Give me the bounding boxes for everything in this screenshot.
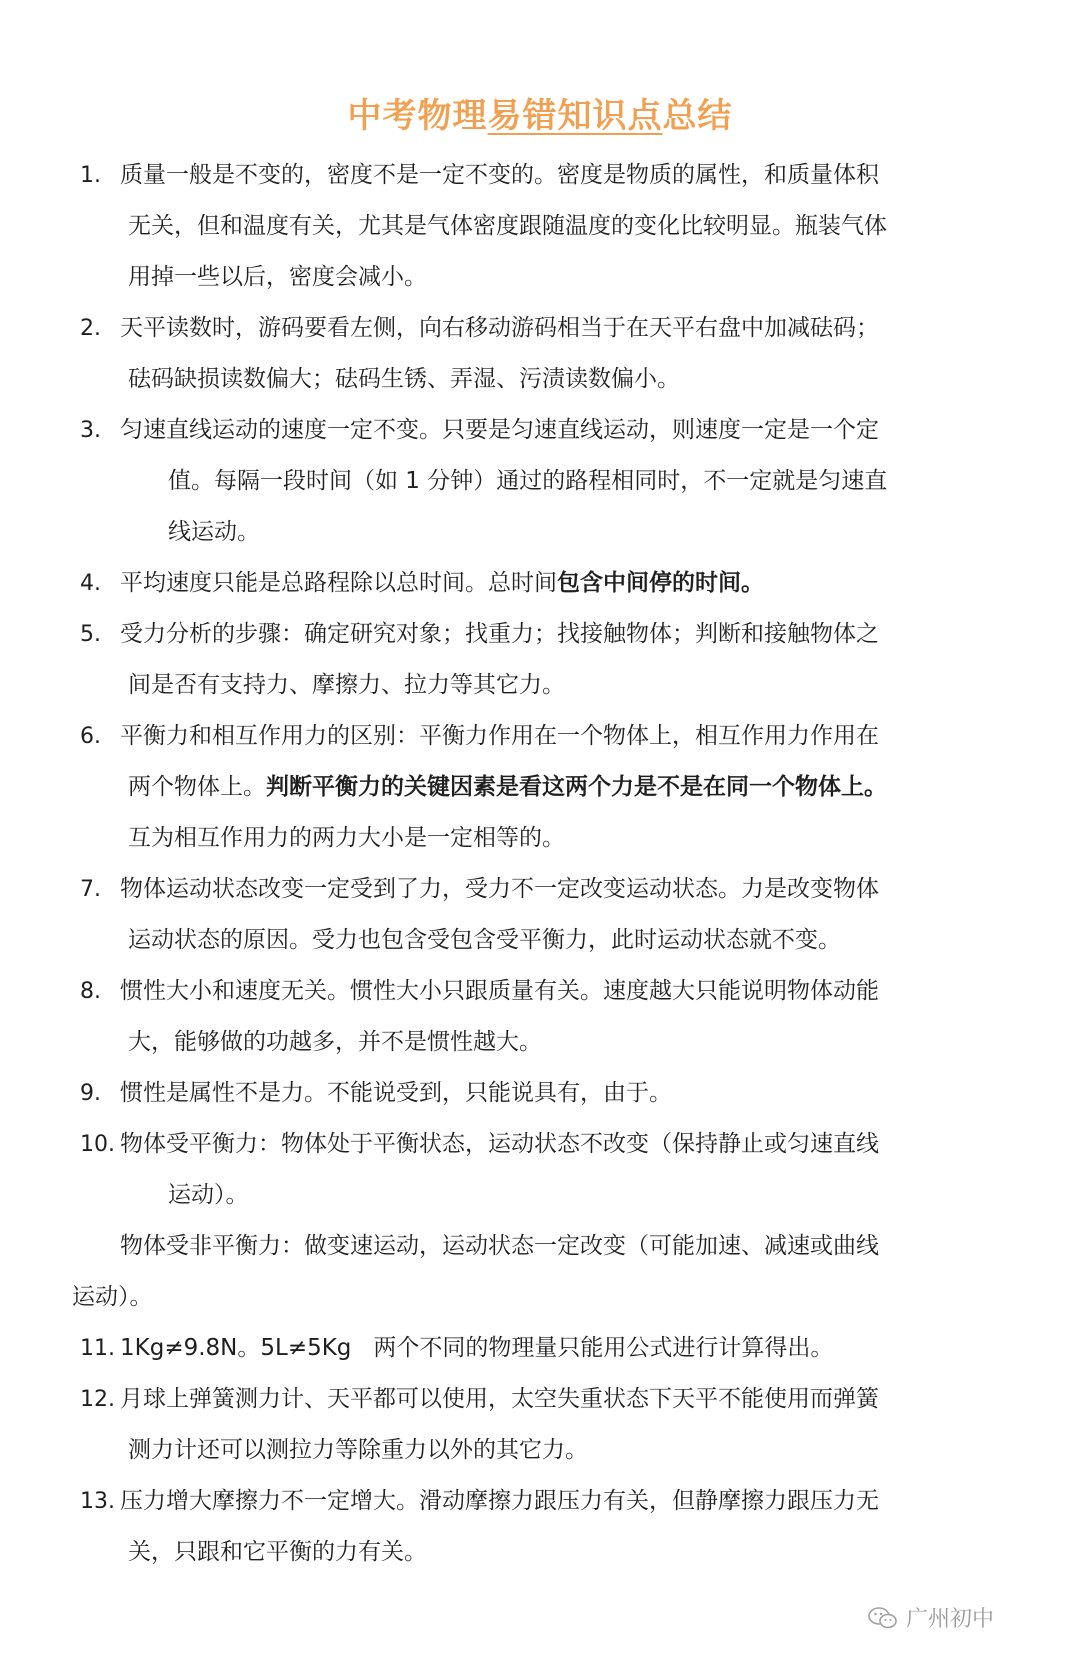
list-item-10-sub [72, 1221, 1002, 1323]
item-text: 物体受非平衡力：做变速运动，运动状态一定改变（可能加速、减速或曲线 [120, 1233, 879, 1259]
list-item-11 [72, 1323, 1002, 1374]
list-item-3 [72, 405, 1002, 558]
item-text: 匀速直线运动的速度一定不变。只要是匀速直线运动，则速度一定是一个定 [120, 417, 879, 443]
page-title [0, 88, 1080, 137]
item-text-bold: 包含中间停的时间。 [557, 570, 764, 596]
item-number: 8. [80, 979, 101, 1004]
item-text: 用掉一些以后，密度会减小。 [128, 264, 427, 290]
list-item-9 [72, 1068, 1002, 1119]
item-text: 月球上弹簧测力计、天平都可以使用，太空失重状态下天平不能使用而弹簧 [120, 1386, 879, 1412]
item-text: 大，能够做的功越多，并不是惯性越大。 [128, 1029, 542, 1055]
list-item-6 [72, 711, 1002, 864]
watermark-text: 广州初中 [905, 1607, 994, 1632]
title-part-2: 易错知识点 [487, 96, 663, 136]
item-text: 运动状态的原因。受力也包含受包含受平衡力，此时运动状态就不变。 [128, 927, 841, 953]
item-number: 12. [80, 1387, 115, 1412]
list-item-5 [72, 609, 1002, 711]
item-text: 平衡力和相互作用力的区别：平衡力作用在一个物体上，相互作用力作用在 [120, 723, 879, 749]
item-number: 11. [80, 1336, 115, 1361]
item-number: 5. [80, 622, 101, 647]
item-text: 砝码缺损读数偏大；砝码生锈、弄湿、污渍读数偏小。 [128, 366, 680, 392]
item-number: 4. [80, 571, 101, 596]
item-text: 1Kg≠9.8N。5L≠5Kg 两个不同的物理量只能用公式进行计算得出。 [120, 1335, 834, 1361]
item-text: 关，只跟和它平衡的力有关。 [128, 1539, 427, 1565]
item-text: 平均速度只能是总路程除以总时间。总时间 [120, 570, 557, 596]
knowledge-list [72, 150, 1002, 1578]
item-text: 惯性大小和速度无关。惯性大小只跟质量有关。速度越大只能说明物体动能 [120, 978, 879, 1004]
list-item-1 [72, 150, 1002, 303]
list-item-8 [72, 966, 1002, 1068]
list-item-12 [72, 1374, 1002, 1476]
item-text: 物体受平衡力：物体处于平衡状态，运动状态不改变（保持静止或匀速直线 [120, 1131, 879, 1157]
item-text: 物体运动状态改变一定受到了力，受力不一定改变运动状态。力是改变物体 [120, 876, 879, 902]
list-item-7 [72, 864, 1002, 966]
item-text: 压力增大摩擦力不一定增大。滑动摩擦力跟压力有关，但静摩擦力跟压力无 [120, 1488, 879, 1514]
item-number: 9. [80, 1081, 101, 1106]
title-part-1: 中考物理 [347, 96, 488, 136]
list-item-4 [72, 558, 1002, 609]
item-number: 6. [80, 724, 101, 749]
item-number: 3. [80, 418, 101, 443]
item-text: 互为相互作用力的两力大小是一定相等的。 [128, 825, 565, 851]
item-text: 运动）。 [72, 1284, 153, 1310]
item-text: 惯性是属性不是力。不能说受到，只能说具有，由于。 [120, 1080, 672, 1106]
item-text: 运动）。 [168, 1182, 249, 1208]
item-text: 值。每隔一段时间（如 1 分钟）通过的路程相同时，不一定就是匀速直 [168, 468, 888, 494]
item-text-bold: 判断平衡力的关键因素是看这两个力是不是在同一个物体上。 [266, 774, 887, 800]
item-text: 天平读数时，游码要看左侧，向右移动游码相当于在天平右盘中加减砝码； [120, 315, 879, 341]
list-item-10 [72, 1119, 1002, 1221]
title-part-3: 总结 [662, 96, 733, 136]
wechat-icon [868, 1606, 898, 1630]
item-number: 2. [80, 316, 101, 341]
item-text: 测力计还可以测拉力等除重力以外的其它力。 [128, 1437, 588, 1463]
item-number: 10. [80, 1132, 115, 1157]
list-item-13 [72, 1476, 1002, 1578]
item-text: 间是否有支持力、摩擦力、拉力等其它力。 [128, 672, 565, 698]
list-item-2 [72, 303, 1002, 405]
item-number: 13. [80, 1489, 115, 1514]
item-text: 受力分析的步骤：确定研究对象；找重力；找接触物体；判断和接触物体之 [120, 621, 879, 647]
item-text: 线运动。 [168, 519, 260, 545]
item-text: 无关，但和温度有关，尤其是气体密度跟随温度的变化比较明显。瓶装气体 [128, 213, 887, 239]
item-number: 7. [80, 877, 101, 902]
watermark [868, 1602, 994, 1633]
item-number: 1. [80, 163, 101, 188]
item-text: 两个物体上。 [128, 774, 266, 800]
item-text: 质量一般是不变的，密度不是一定不变的。密度是物质的属性，和质量体积 [120, 162, 879, 188]
